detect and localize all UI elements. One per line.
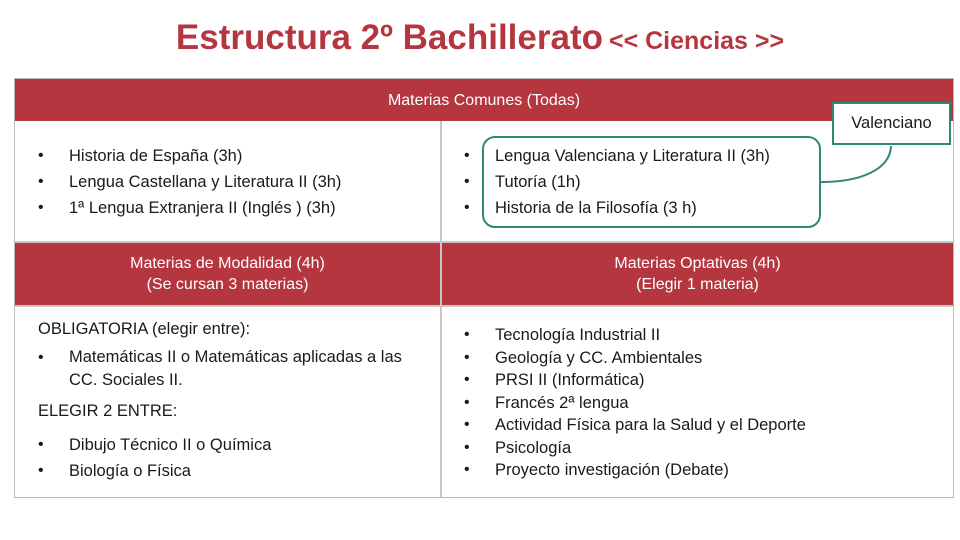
optativas-header-line2: (Elegir 1 materia) [636, 276, 759, 293]
optativas-header-line1: Materias Optativas (4h) [614, 255, 781, 272]
obligatoria-label: OBLIGATORIA (elegir entre): [38, 320, 251, 338]
list-item: • 1ª Lengua Extranjera II (Inglés ) (3h) [15, 195, 440, 221]
list-item: • Historia de España (3h) [15, 143, 440, 169]
list-item: • Matemáticas II o Matemáticas aplicadas a las CC. Sociales II. [15, 346, 420, 392]
list-item: • Tecnología Industrial II [441, 324, 953, 347]
valenciano-callout [832, 102, 951, 145]
callout-label: Valenciano [851, 114, 932, 132]
list-item: • Psicología [441, 437, 953, 460]
list-item: • Lengua Valenciana y Literatura II (3h) [441, 143, 953, 169]
list-item: • Geología y CC. Ambientales [441, 347, 953, 370]
title-main: Estructura 2º Bachillerato [175, 18, 603, 57]
list-item: • Biología o Física [15, 458, 440, 484]
comunes-header-label: Materias Comunes (Todas) [387, 91, 581, 109]
modalidad-header-line2: (Se cursan 3 materias) [146, 276, 309, 293]
list-item: • PRSI II (Informática) [441, 369, 953, 392]
list-item: • Tutoría (1h) [441, 169, 953, 195]
elegir-label: ELEGIR 2 ENTRE: [38, 402, 178, 420]
list-item: • Lengua Castellana y Literatura II (3h) [15, 169, 440, 195]
list-item: • Francés 2ª lengua [441, 392, 953, 415]
title-sub: << Ciencias >> [608, 27, 785, 55]
list-item: • Historia de la Filosofía (3 h) [441, 195, 953, 221]
list-item: • Proyecto investigación (Debate) [441, 459, 953, 482]
list-item: • Dibujo Técnico II o Química [15, 432, 440, 458]
modalidad-header-line1: Materias de Modalidad (4h) [130, 255, 325, 272]
list-item: • Actividad Física para la Salud y el Deporte [441, 414, 953, 437]
